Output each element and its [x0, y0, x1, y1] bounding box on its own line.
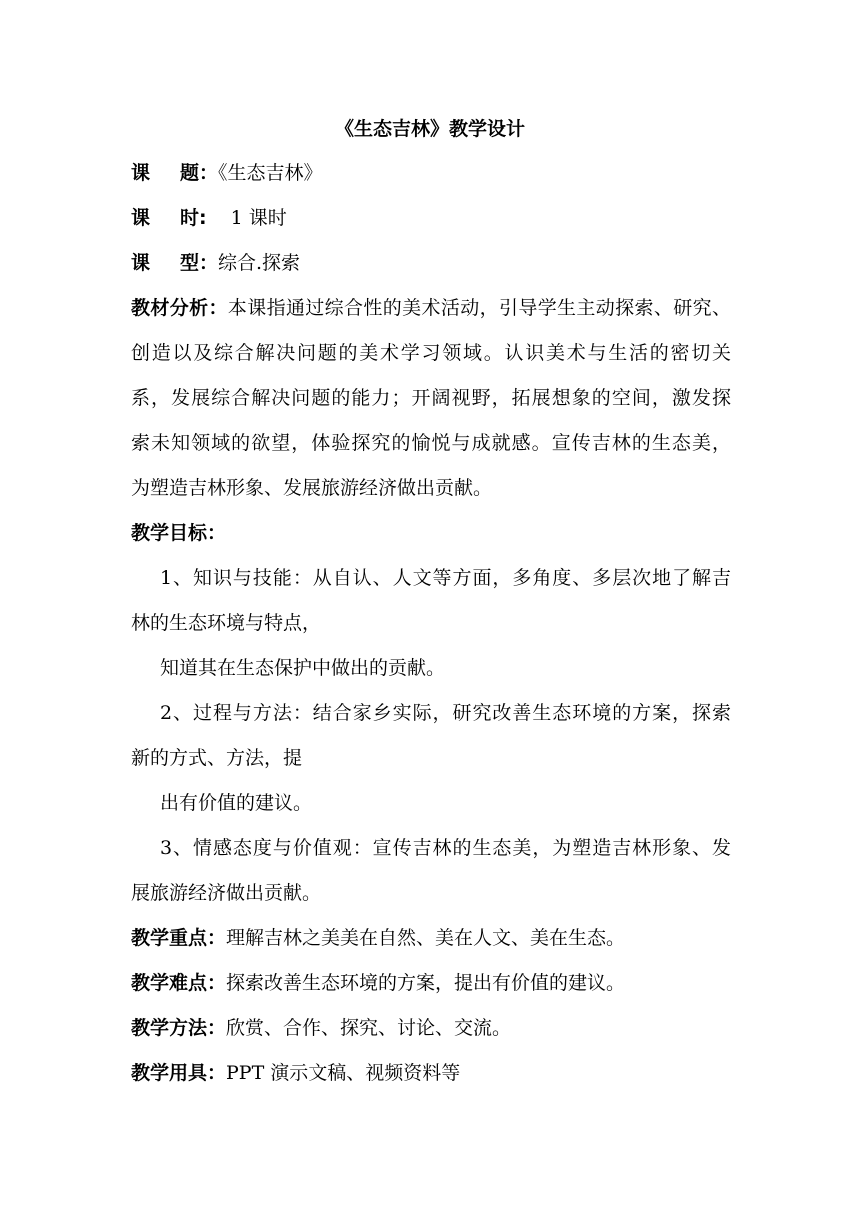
focus-value: 理解吉林之美美在自然、美在人文、美在生态。 [226, 927, 626, 949]
analysis-text-3: 系，发展综合解决问题的能力；开阔视野，拓展想象的空间，激发探 [131, 387, 731, 409]
goal-2-text-3: 出有价值的建议。 [160, 792, 313, 814]
focus-row [131, 921, 731, 955]
methods-row [131, 1011, 731, 1045]
meta-row-hours [131, 201, 731, 235]
goal-2-text-2: 新的方式、方法，提 [131, 747, 303, 769]
tools-value: PPT 演示文稿、视频资料等 [226, 1062, 461, 1084]
meta-value-hours: 1 课时 [230, 207, 287, 229]
meta-sep-hours: : [199, 207, 207, 229]
meta-label-topic: 课 题 [131, 162, 199, 184]
goal-1-line-1 [160, 561, 731, 595]
goal-1-line-2 [131, 606, 731, 640]
analysis-text-4: 索未知领域的欲望，体验探究的愉悦与成就感。宣传吉林的生态美， [131, 432, 731, 454]
goal-3-line-2 [131, 876, 731, 910]
difficulty-row [131, 966, 731, 1000]
analysis-line-4 [131, 426, 731, 460]
difficulty-label: 教学难点： [131, 972, 227, 994]
document-title: 《生态吉林》教学设计 [334, 118, 525, 140]
goal-2-line-2 [131, 741, 731, 775]
goal-1-text-3: 知道其在生态保护中做出的贡献。 [160, 657, 446, 679]
meta-value-topic: 《生态吉林》 [218, 162, 323, 184]
goal-2-line-3 [160, 786, 731, 820]
goal-3-text-1: 3、情感态度与价值观：宣传吉林的生态美，为塑造吉林形象、发 [160, 837, 731, 859]
analysis-line-2 [131, 336, 731, 370]
analysis-text-2: 创造以及综合解决问题的美术学习领域。认识美术与生活的密切关 [131, 342, 731, 364]
analysis-line-1 [131, 291, 731, 325]
meta-label-hours: 课 时 [131, 207, 199, 229]
meta-sep-type: ： [199, 252, 219, 274]
goal-3-text-2: 展旅游经济做出贡献。 [131, 882, 322, 904]
difficulty-value: 探索改善生态环境的方案，提出有价值的建议。 [226, 972, 626, 994]
goal-1-text-2: 林的生态环境与特点， [131, 612, 322, 634]
analysis-label: 教材分析： [131, 297, 228, 319]
goal-3-line-1 [160, 831, 731, 865]
goals-label: 教学目标： [131, 522, 227, 544]
analysis-text-5: 为塑造吉林形象、发展旅游经济做出贡献。 [131, 477, 493, 499]
analysis-line-3 [131, 381, 731, 415]
meta-label-type: 课 型 [131, 252, 199, 274]
meta-row-topic [131, 156, 731, 190]
meta-sep-topic: ： [199, 162, 219, 184]
tools-row [131, 1056, 731, 1090]
methods-value: 欣赏、合作、探究、讨论、交流。 [226, 1017, 512, 1039]
focus-label: 教学重点： [131, 927, 227, 949]
goals-heading [131, 516, 731, 550]
goal-1-text-1: 1、知识与技能：从自认、人文等方面，多角度、多层次地了解吉 [160, 567, 731, 589]
meta-row-type [131, 246, 731, 280]
tools-label: 教学用具： [131, 1062, 227, 1084]
analysis-text-1: 本课指通过综合性的美术活动，引导学生主动探索、研究、 [227, 297, 731, 319]
methods-label: 教学方法： [131, 1017, 227, 1039]
goal-2-line-1 [160, 696, 731, 730]
analysis-line-5 [131, 471, 731, 505]
goal-1-line-3 [160, 651, 731, 685]
goal-2-text-1: 2、过程与方法：结合家乡实际，研究改善生态环境的方案，探索 [160, 702, 731, 724]
meta-value-type: 综合.探索 [218, 252, 301, 274]
